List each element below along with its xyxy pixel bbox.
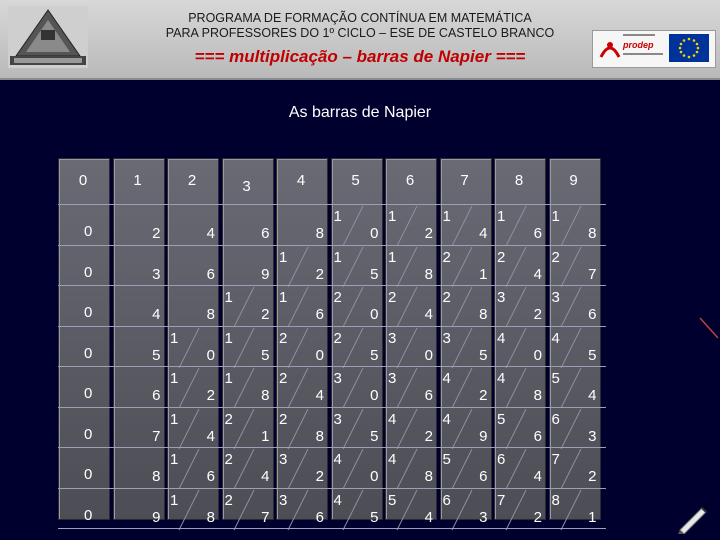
units-digit: 2 — [424, 427, 433, 445]
logo-line — [623, 34, 655, 36]
units-digit: 5 — [370, 265, 379, 283]
topic-title: === multiplicação – barras de Napier === — [194, 47, 526, 66]
units-digit: 4 — [479, 225, 488, 242]
units-digit: 4 — [424, 508, 433, 526]
tens-digit: 4 — [388, 410, 397, 428]
bar-cell — [274, 328, 329, 368]
bar-cell — [165, 490, 220, 530]
units-digit: 0 — [84, 304, 93, 321]
bar-cell — [274, 368, 329, 408]
bar-cell — [111, 449, 166, 489]
units-digit: 0 — [315, 346, 324, 364]
bar-cell — [165, 247, 220, 287]
tens-digit: 2 — [279, 329, 288, 347]
bar-cell — [329, 368, 384, 408]
units-digit: 8 — [206, 508, 215, 526]
tens-digit: 3 — [279, 451, 288, 468]
units-digit: 6 — [479, 468, 488, 485]
bar-cell — [547, 328, 602, 368]
row-separator — [58, 245, 606, 246]
units-digit: 6 — [315, 306, 324, 323]
tens-digit: 3 — [388, 329, 397, 347]
bar-head-digit: 3 — [242, 178, 251, 195]
bar-cell — [438, 490, 493, 530]
tens-digit: 4 — [442, 410, 451, 428]
tens-digit: 6 — [497, 451, 506, 468]
units-digit: 5 — [152, 346, 161, 364]
units-digit: 8 — [533, 387, 542, 404]
eu-flag-icon — [669, 34, 709, 62]
units-digit: 2 — [315, 265, 324, 283]
tens-digit: 3 — [279, 491, 288, 509]
units-digit: 2 — [261, 306, 270, 323]
units-digit: 0 — [84, 385, 93, 402]
bar-cell — [56, 287, 111, 327]
units-digit: 0 — [370, 387, 379, 404]
tens-digit: 2 — [497, 248, 506, 266]
napier-bars — [58, 152, 606, 524]
units-digit: 0 — [84, 506, 93, 524]
bar-cell — [220, 449, 275, 489]
bar-cell — [438, 409, 493, 449]
bar-head-digit: 8 — [514, 172, 524, 189]
units-digit: 9 — [479, 427, 488, 445]
bar-cell — [56, 247, 111, 287]
bar-cell — [547, 287, 602, 327]
tens-digit: 2 — [224, 451, 233, 468]
bar-cell — [220, 247, 275, 287]
tens-digit: 1 — [442, 208, 451, 225]
units-digit: 0 — [84, 425, 93, 443]
bar-cell — [547, 368, 602, 408]
tens-digit: 3 — [333, 370, 342, 387]
units-digit: 0 — [84, 263, 93, 281]
bar-cell — [492, 287, 547, 327]
bar-head-digit: 1 — [133, 172, 142, 189]
tens-digit: 4 — [497, 329, 506, 347]
tens-digit: 1 — [497, 208, 506, 225]
bar-cell — [165, 368, 220, 408]
tens-digit: 1 — [224, 329, 233, 347]
bar-head-digit: 0 — [78, 172, 88, 189]
bar-cell — [438, 449, 493, 489]
units-digit: 4 — [424, 306, 433, 323]
tens-digit: 2 — [333, 329, 342, 347]
units-digit: 4 — [206, 225, 215, 242]
units-digit: 4 — [588, 387, 597, 404]
units-digit: 6 — [206, 265, 215, 283]
bar-cell — [220, 206, 275, 246]
units-digit: 2 — [424, 225, 433, 242]
bar-cell — [165, 328, 220, 368]
bar-cell — [547, 247, 602, 287]
bar-head-digit: 9 — [569, 172, 578, 189]
tens-digit: 6 — [442, 491, 451, 509]
bar-cell — [220, 328, 275, 368]
bar-cell — [492, 368, 547, 408]
units-digit: 8 — [315, 225, 324, 242]
units-digit: 6 — [152, 387, 161, 404]
bar-cell — [438, 328, 493, 368]
tens-digit: 3 — [388, 370, 397, 387]
tens-digit: 1 — [170, 491, 179, 509]
bar-cell — [165, 449, 220, 489]
bar-cell — [383, 490, 438, 530]
units-digit: 2 — [206, 387, 215, 404]
tens-digit: 3 — [333, 410, 342, 428]
bar-cell — [383, 247, 438, 287]
tens-digit: 1 — [170, 410, 179, 428]
tens-digit: 2 — [388, 289, 397, 306]
units-digit: 0 — [533, 346, 542, 364]
bar-cell — [329, 247, 384, 287]
tens-digit: 4 — [333, 491, 342, 509]
units-digit: 3 — [588, 427, 597, 445]
bar-cell — [56, 328, 111, 368]
units-digit: 6 — [588, 306, 597, 323]
institution-logo-icon — [8, 6, 88, 68]
bar-cell — [274, 247, 329, 287]
pen-icon[interactable] — [676, 504, 710, 534]
tens-digit: 7 — [551, 451, 560, 468]
tens-digit: 2 — [279, 410, 288, 428]
bar-cell — [111, 206, 166, 246]
bar-cell — [111, 490, 166, 530]
tens-digit: 4 — [497, 370, 506, 387]
tens-digit: 2 — [224, 491, 233, 509]
bar-cell — [329, 328, 384, 368]
units-digit: 8 — [588, 225, 597, 242]
units-digit: 3 — [479, 508, 488, 526]
units-digit: 4 — [152, 306, 161, 323]
units-digit: 1 — [479, 265, 488, 283]
units-digit: 7 — [152, 427, 161, 445]
units-digit: 8 — [424, 265, 433, 283]
bar-cell — [329, 490, 384, 530]
tens-digit: 2 — [442, 248, 451, 266]
units-digit: 3 — [152, 265, 161, 283]
units-digit: 6 — [533, 427, 542, 445]
tens-digit: 1 — [388, 248, 397, 266]
bar-cell — [111, 368, 166, 408]
units-digit: 4 — [315, 387, 324, 404]
bar-cell — [492, 328, 547, 368]
units-digit: 4 — [533, 468, 542, 485]
tens-digit: 2 — [442, 289, 451, 306]
units-digit: 5 — [588, 346, 597, 364]
tens-digit: 1 — [333, 208, 342, 225]
bar-cell — [56, 206, 111, 246]
tens-digit: 5 — [388, 491, 397, 509]
units-digit: 8 — [206, 306, 215, 323]
row-separator — [58, 326, 606, 327]
tens-digit: 1 — [170, 451, 179, 468]
bar-cell — [492, 409, 547, 449]
bar-cell — [220, 409, 275, 449]
units-digit: 8 — [152, 468, 161, 485]
bar-cell — [492, 449, 547, 489]
bar-cell — [165, 409, 220, 449]
tens-digit: 2 — [224, 410, 233, 428]
bar-cell — [56, 409, 111, 449]
bar-cell — [111, 247, 166, 287]
tens-digit: 1 — [170, 329, 179, 347]
bar-cell — [111, 409, 166, 449]
bar-head-digit: 5 — [351, 172, 360, 189]
units-digit: 2 — [152, 225, 161, 242]
units-digit: 6 — [424, 387, 433, 404]
tens-digit: 1 — [170, 370, 179, 387]
bar-cell — [383, 368, 438, 408]
tens-digit: 2 — [333, 289, 342, 306]
bar-cell — [274, 206, 329, 246]
row-separator — [58, 407, 606, 408]
tens-digit: 2 — [551, 248, 560, 266]
bar-cell — [329, 449, 384, 489]
units-digit: 6 — [261, 225, 270, 242]
bar-cell — [56, 368, 111, 408]
program-subtitle: PARA PROFESSORES DO 1º CICLO – ESE DE CASTELO BRANCO — [165, 26, 555, 40]
units-digit: 2 — [533, 306, 542, 323]
units-digit: 8 — [315, 427, 324, 445]
sponsor-logos — [592, 30, 716, 68]
bar-cell — [438, 287, 493, 327]
program-title: PROGRAMA DE FORMAÇÃO CONTÍNUA EM MATEMÁTICA — [188, 11, 532, 25]
units-digit: 0 — [84, 223, 93, 240]
units-digit: 0 — [206, 346, 215, 364]
units-digit: 1 — [261, 427, 270, 445]
units-digit: 8 — [261, 387, 270, 404]
units-digit: 5 — [479, 346, 488, 364]
units-digit: 7 — [261, 508, 270, 526]
bar-cell — [383, 206, 438, 246]
bar-cell — [547, 490, 602, 530]
bar-cell — [56, 490, 111, 530]
tens-digit: 1 — [279, 289, 288, 306]
bar-cell — [56, 449, 111, 489]
units-digit: 0 — [370, 225, 379, 242]
bar-cell — [111, 287, 166, 327]
bar-cell — [383, 449, 438, 489]
units-digit: 2 — [533, 508, 542, 526]
bar-head-digit: 7 — [460, 172, 469, 189]
row-separator — [58, 204, 606, 205]
bar-cell — [329, 409, 384, 449]
bar-cell — [274, 409, 329, 449]
units-digit: 0 — [370, 468, 379, 485]
row-separator — [58, 285, 606, 286]
bar-cell — [547, 409, 602, 449]
tens-digit: 1 — [551, 208, 560, 225]
units-digit: 6 — [315, 508, 324, 526]
tens-digit: 1 — [333, 248, 342, 266]
bar-cell — [220, 368, 275, 408]
prodep-logo-icon — [597, 37, 623, 61]
bar-cell — [492, 490, 547, 530]
bar-cell — [438, 206, 493, 246]
tens-digit: 3 — [497, 289, 506, 306]
slide-header — [0, 0, 720, 80]
units-digit: 4 — [261, 468, 270, 485]
units-digit: 9 — [261, 265, 270, 283]
tens-digit: 6 — [551, 410, 560, 428]
units-digit: 2 — [588, 468, 597, 485]
tens-digit: 5 — [497, 410, 506, 428]
bar-cell — [165, 206, 220, 246]
prodep-logo-text: prodep — [623, 40, 654, 50]
units-digit: 9 — [152, 508, 161, 526]
row-separator — [58, 366, 606, 367]
bar-cell — [274, 287, 329, 327]
tens-digit: 4 — [333, 451, 342, 468]
tens-digit: 4 — [388, 451, 397, 468]
tens-digit: 5 — [551, 370, 560, 387]
bar-cell — [329, 287, 384, 327]
bar-cell — [547, 206, 602, 246]
tens-digit: 3 — [442, 329, 451, 347]
logo-line — [623, 53, 663, 55]
units-digit: 2 — [315, 468, 324, 485]
units-digit: 8 — [424, 468, 433, 485]
bar-cell — [274, 449, 329, 489]
bar-head-digit: 2 — [187, 172, 197, 189]
bar-head-digit: 4 — [296, 172, 306, 189]
tens-digit: 1 — [224, 370, 233, 387]
bar-cell — [492, 206, 547, 246]
units-digit: 5 — [261, 346, 270, 364]
bar-cell — [220, 490, 275, 530]
bar-cell — [111, 328, 166, 368]
tens-digit: 8 — [551, 491, 560, 509]
units-digit: 0 — [424, 346, 433, 364]
tens-digit: 1 — [224, 289, 233, 306]
bar-cell — [438, 368, 493, 408]
units-digit: 4 — [206, 427, 215, 445]
units-digit: 8 — [479, 306, 488, 323]
units-digit: 5 — [370, 427, 379, 445]
bar-cell — [492, 247, 547, 287]
units-digit: 0 — [370, 306, 379, 323]
units-digit: 7 — [588, 265, 597, 283]
units-digit: 6 — [533, 225, 542, 242]
bar-cell — [329, 206, 384, 246]
row-separator — [58, 488, 606, 489]
tens-digit: 1 — [388, 208, 397, 225]
bar-cell — [383, 328, 438, 368]
tens-digit: 3 — [551, 289, 560, 306]
row-separator — [58, 528, 606, 529]
decorative-line — [698, 316, 720, 340]
units-digit: 0 — [84, 344, 93, 362]
tens-digit: 4 — [442, 370, 451, 387]
bar-cell — [383, 287, 438, 327]
bar-head-digit: 6 — [405, 172, 415, 189]
units-digit: 4 — [533, 265, 542, 283]
units-digit: 5 — [370, 346, 379, 364]
units-digit: 2 — [479, 387, 488, 404]
tens-digit: 5 — [442, 451, 451, 468]
tens-digit: 2 — [279, 370, 288, 387]
bar-cell — [547, 449, 602, 489]
row-separator — [58, 447, 606, 448]
bar-cell — [220, 287, 275, 327]
tens-digit: 1 — [279, 248, 288, 266]
units-digit: 1 — [588, 508, 597, 526]
bar-cell — [165, 287, 220, 327]
bar-cell — [438, 247, 493, 287]
bar-cell — [274, 490, 329, 530]
tens-digit: 4 — [551, 329, 560, 347]
units-digit: 5 — [370, 508, 379, 526]
section-title: As barras de Napier — [288, 104, 432, 121]
units-digit: 6 — [206, 468, 215, 485]
units-digit: 0 — [84, 466, 93, 483]
bar-cell — [383, 409, 438, 449]
tens-digit: 7 — [497, 491, 506, 509]
